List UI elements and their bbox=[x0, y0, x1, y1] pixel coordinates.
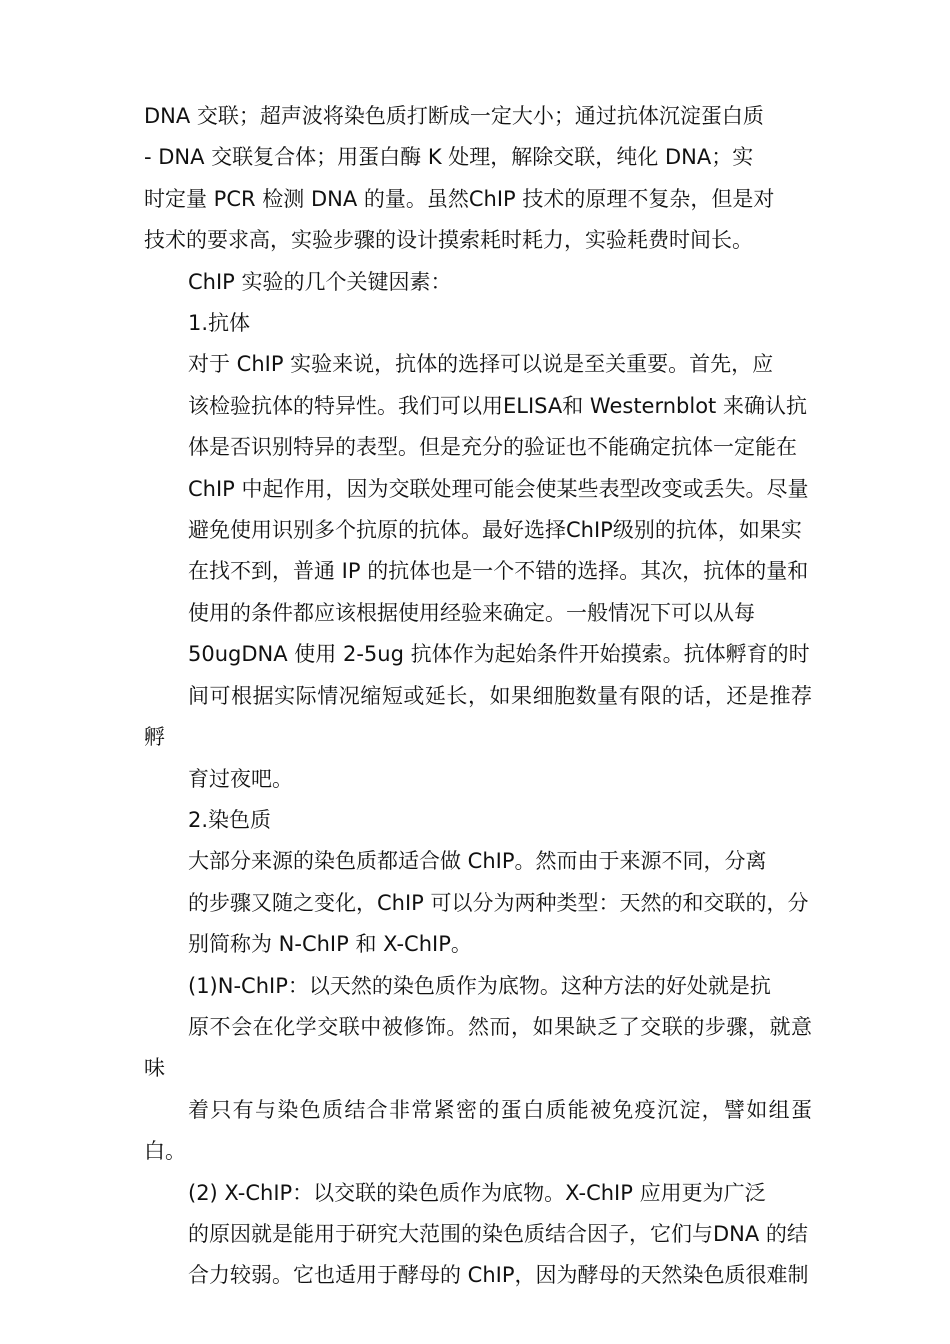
document-body bbox=[144, 96, 812, 1297]
text-line: 避免使用识别多个抗原的抗体。最好选择ChIP级别的抗体，如果实 bbox=[188, 518, 802, 543]
text-line: DNA 交联；超声波将染色质打断成一定大小；通过抗体沉淀蛋白质 bbox=[144, 104, 764, 128]
text-line: 技术的要求高，实验步骤的设计摸索耗时耗力，实验耗费时间长。 bbox=[144, 228, 753, 253]
text-line: 的原因就是能用于研究大范围的染色质结合因子，它们与DNA 的结 bbox=[188, 1221, 808, 1246]
paragraph-p5 bbox=[144, 841, 812, 965]
text-line: 育过夜吧。 bbox=[188, 766, 293, 791]
text-line: ChIP 中起作用，因为交联处理可能会使某些表型改变或丢失。尽量 bbox=[188, 476, 809, 501]
text-line: ChIP 实验的几个关键因素： bbox=[188, 269, 452, 294]
text-line: 的步骤又随之变化，ChIP 可以分为两种类型：天然的和交联的，分 bbox=[188, 890, 809, 915]
text-line: 2.染色质 bbox=[188, 807, 272, 832]
text-line: (2) X-ChIP：以交联的染色质作为底物。X-ChIP 应用更为广泛 bbox=[188, 1180, 766, 1205]
text-line: 合力较弱。它也适用于酵母的 ChIP，因为酵母的天然染色质很难制 bbox=[188, 1263, 809, 1288]
text-line: 原不会在化学交联中被修饰。然而，如果缺乏了交联的步骤，就意味 bbox=[144, 1014, 812, 1081]
text-line: 大部分来源的染色质都适合做 ChIP。然而由于来源不同，分离 bbox=[188, 849, 767, 874]
paragraph-p6 bbox=[144, 966, 812, 1173]
text-line: 着只有与染色质结合非常紧密的蛋白质能被免疫沉淀，譬如组蛋白。 bbox=[144, 1097, 812, 1164]
text-line: 对于 ChIP 实验来说，抗体的选择可以说是至关重要。首先，应 bbox=[188, 352, 774, 377]
paragraph-p4 bbox=[144, 800, 812, 841]
text-line: (1)N-ChIP：以天然的染色质作为底物。这种方法的好处就是抗 bbox=[188, 973, 771, 998]
text-line: 体是否识别特异的表型。但是充分的验证也不能确定抗体一定能在 bbox=[188, 435, 797, 460]
text-line: 在找不到，普通 IP 的抗体也是一个不错的选择。其次，抗体的量和 bbox=[188, 559, 809, 584]
paragraph-p3 bbox=[144, 344, 812, 799]
text-line: - DNA 交联复合体；用蛋白酶 K 处理，解除交联，纯化 DNA；实 bbox=[144, 145, 754, 170]
paragraph-p7 bbox=[144, 1173, 812, 1297]
paragraph-p2 bbox=[144, 303, 812, 344]
text-line: 50ugDNA 使用 2-5ug 抗体作为起始条件开始摸索。抗体孵育的时 bbox=[188, 642, 810, 667]
text-line: 间可根据实际情况缩短或延长，如果细胞数量有限的话，还是推荐孵 bbox=[144, 683, 812, 750]
text-line: 别简称为 N-ChIP 和 X-ChIP。 bbox=[188, 932, 472, 957]
paragraph-p1 bbox=[144, 262, 812, 303]
text-line: 1.抗体 bbox=[188, 311, 251, 336]
text-line: 时定量 PCR 检测 DNA 的量。虽然ChIP 技术的原理不复杂，但是对 bbox=[144, 186, 775, 211]
text-line: 该检验抗体的特异性。我们可以用ELISA和 Westernblot 来确认抗 bbox=[188, 393, 807, 418]
paragraph-p0 bbox=[144, 96, 812, 262]
text-line: 使用的条件都应该根据使用经验来确定。一般情况下可以从每 bbox=[188, 600, 755, 625]
